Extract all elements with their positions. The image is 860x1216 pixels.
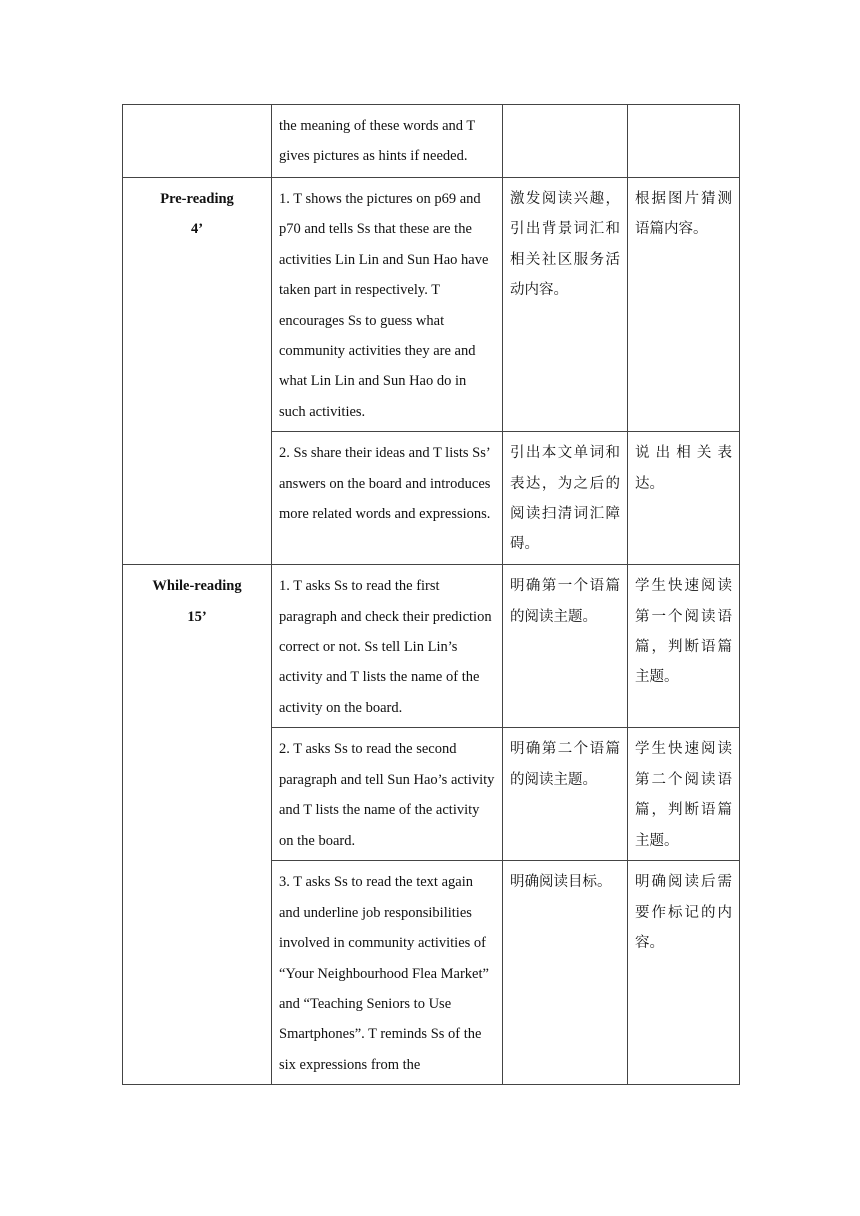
purpose-cell: 激发阅读兴趣，引出背景词汇和相关社区服务活动内容。 bbox=[503, 178, 628, 432]
activity-cell: the meaning of these words and T gives pictures as hints if needed. bbox=[272, 105, 503, 178]
purpose-cell: 引出本文单词和表达，为之后的阅读扫清词汇障碍。 bbox=[503, 432, 628, 565]
assessment-cell: 根据图片猜测语篇内容。 bbox=[628, 178, 740, 432]
purpose-cell: 明确第一个语篇的阅读主题。 bbox=[503, 565, 628, 728]
activity-cell: 2. T asks Ss to read the second paragraph and tell Sun Hao’s activity and T lists the name of the activity on the board. bbox=[272, 728, 503, 861]
stage-name: Pre-reading bbox=[160, 191, 234, 207]
table-row bbox=[123, 565, 740, 728]
stage-cell bbox=[123, 105, 272, 178]
activity-cell: 1. T shows the pictures on p69 and p70 and tells Ss that these are the activities Lin Lin and Sun Hao have taken part in respectively. T encourages Ss to guess what community activities they are and what Lin Lin and Sun Hao do in such activities. bbox=[272, 178, 503, 432]
stage-name: While-reading bbox=[152, 578, 242, 595]
table-row bbox=[123, 178, 740, 432]
stage-time: 4’ bbox=[190, 221, 204, 238]
assessment-cell: 明确阅读后需要作标记的内容。 bbox=[628, 861, 740, 1085]
lesson-plan-table bbox=[122, 104, 740, 1085]
assessment-cell: 学生快速阅读第二个阅读语篇，判断语篇主题。 bbox=[628, 728, 740, 861]
stage-cell-pre-reading bbox=[123, 178, 272, 565]
table-row bbox=[123, 105, 740, 178]
assessment-cell: 说出相关表达。 bbox=[628, 432, 740, 565]
activity-cell: 1. T asks Ss to read the first paragraph and check their prediction correct or not. Ss tell Lin Lin’s activity and T lists the name of the activity on the board. bbox=[272, 565, 503, 728]
assessment-cell: 学生快速阅读第一个阅读语篇，判断语篇主题。 bbox=[628, 565, 740, 728]
activity-cell: 3. T asks Ss to read the text again and underline job responsibilities involved in community activities of “Your Neighbourhood Flea Market” and “Teaching Seniors to Use Smartphones”. T reminds Ss of the six expressions from the bbox=[272, 861, 503, 1085]
assessment-cell bbox=[628, 105, 740, 178]
stage-cell-while-reading bbox=[123, 565, 272, 1085]
purpose-cell bbox=[503, 105, 628, 178]
activity-cell: 2. Ss share their ideas and T lists Ss’ answers on the board and introduces more related words and expressions. bbox=[272, 432, 503, 565]
purpose-cell: 明确第二个语篇的阅读主题。 bbox=[503, 728, 628, 861]
purpose-cell: 明确阅读目标。 bbox=[503, 861, 628, 1085]
stage-time: 15’ bbox=[187, 608, 207, 625]
